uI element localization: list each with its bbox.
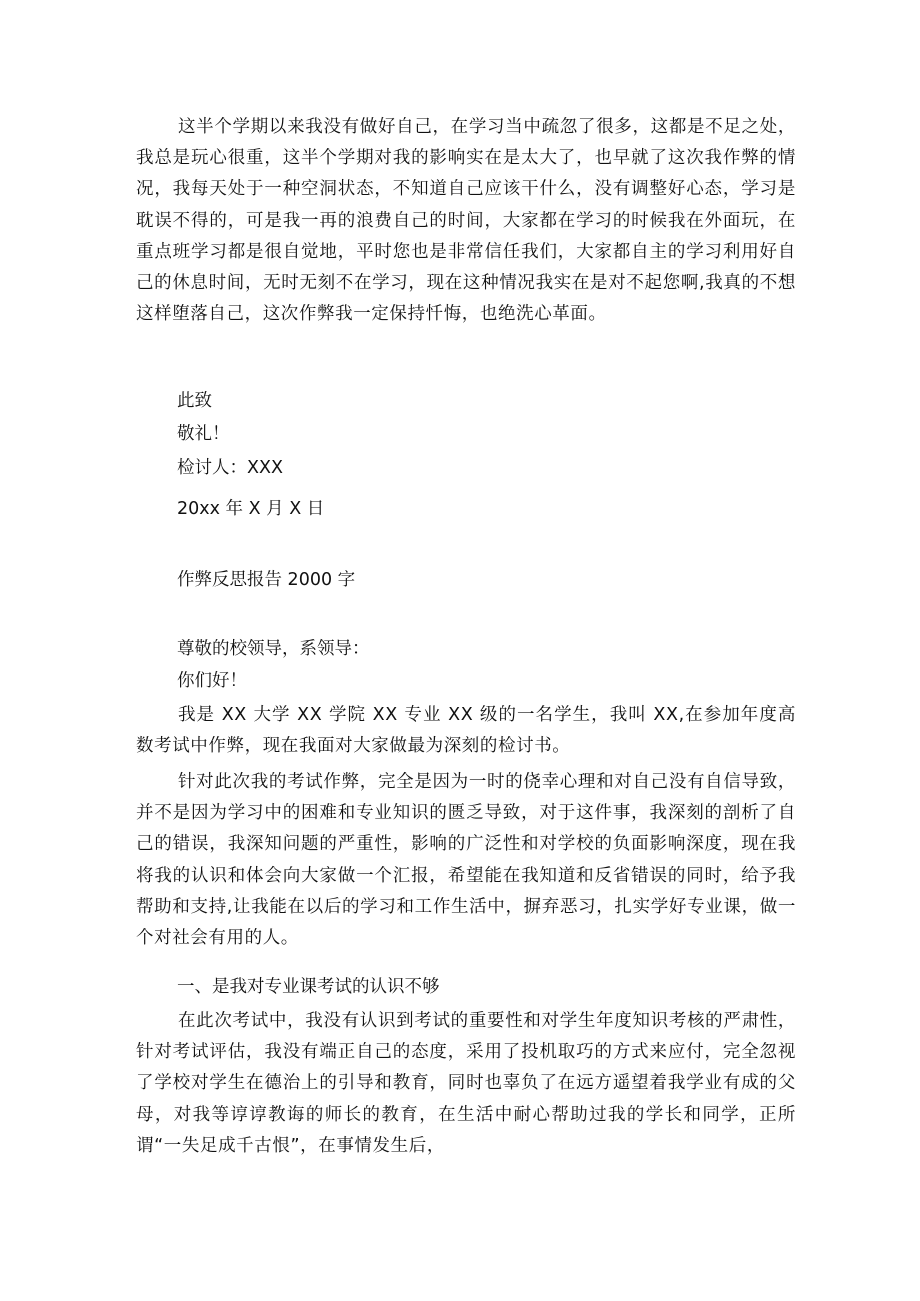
closing-line-1: 此致	[177, 391, 212, 411]
section-title: 作弊反思报告 2000 字	[177, 570, 356, 590]
date-line: 20xx 年 X 月 X 日	[177, 499, 325, 519]
signature-line: 检讨人：XXX	[177, 458, 283, 478]
greeting: 你们好！	[177, 671, 247, 691]
paragraph-introduction: 我是 XX 大学 XX 学院 XX 专业 XX 级的一名学生，我叫 XX,在参加年度高数考试中作弊，现在我面对大家做最为深刻的检讨书。	[136, 705, 796, 757]
closing-line-2: 敬礼！	[177, 424, 230, 444]
paragraph-exam-attitude: 在此次考试中，我没有认识到考试的重要性和对学生年度知识考核的严肃性，针对考试评估，我没有端正自己的态度，采用了投机取巧的方式来应付，完全忽视了学校对学生在德治上的引导和教育，同时也辜负了在远方遥望着我学业有成的父母，对我等谆谆教诲的师长的教育，在生活中耐心帮助过我的学长和同学，正所谓“一失足成千古恨”，在事情发生后，	[136, 1011, 796, 1156]
section-heading-1: 一、是我对专业课考试的认识不够	[177, 977, 440, 997]
paragraph-reflection: 这半个学期以来我没有做好自己，在学习当中疏忽了很多，这都是不足之处，我总是玩心很重，这半个学期对我的影响实在是太大了，也早就了这次我作弊的情况，我每天处于一种空洞状态，不知道自己应该干什么，没有调整好心态，学习是耽误不得的，可是我一再的浪费自己的时间，大家都在学习的时候我在外面玩，在重点班学习都是很自觉地，平时您也是非常信任我们，大家都自主的学习利用好自己的休息时间，无时无刻不在学习，现在这种情况我实在是对不起您啊,我真的不想这样堕落自己，这次作弊我一定保持忏悔，也绝洗心革面。	[136, 117, 796, 325]
paragraph-cause-analysis: 针对此次我的考试作弊，完全是因为一时的侥幸心理和对自己没有自信导致，并不是因为学习中的困难和专业知识的匮乏导致，对于这件事，我深刻的剖析了自己的错误，我深知问题的严重性，影响的广泛性和对学校的负面影响深度，现在我将我的认识和体会向大家做一个汇报，希望能在我知道和反省错误的同时，给予我帮助和支持,让我能在以后的学习和工作生活中，摒弃恶习，扎实学好专业课，做一个对社会有用的人。	[136, 772, 796, 949]
salutation: 尊敬的校领导，系领导：	[177, 639, 370, 659]
